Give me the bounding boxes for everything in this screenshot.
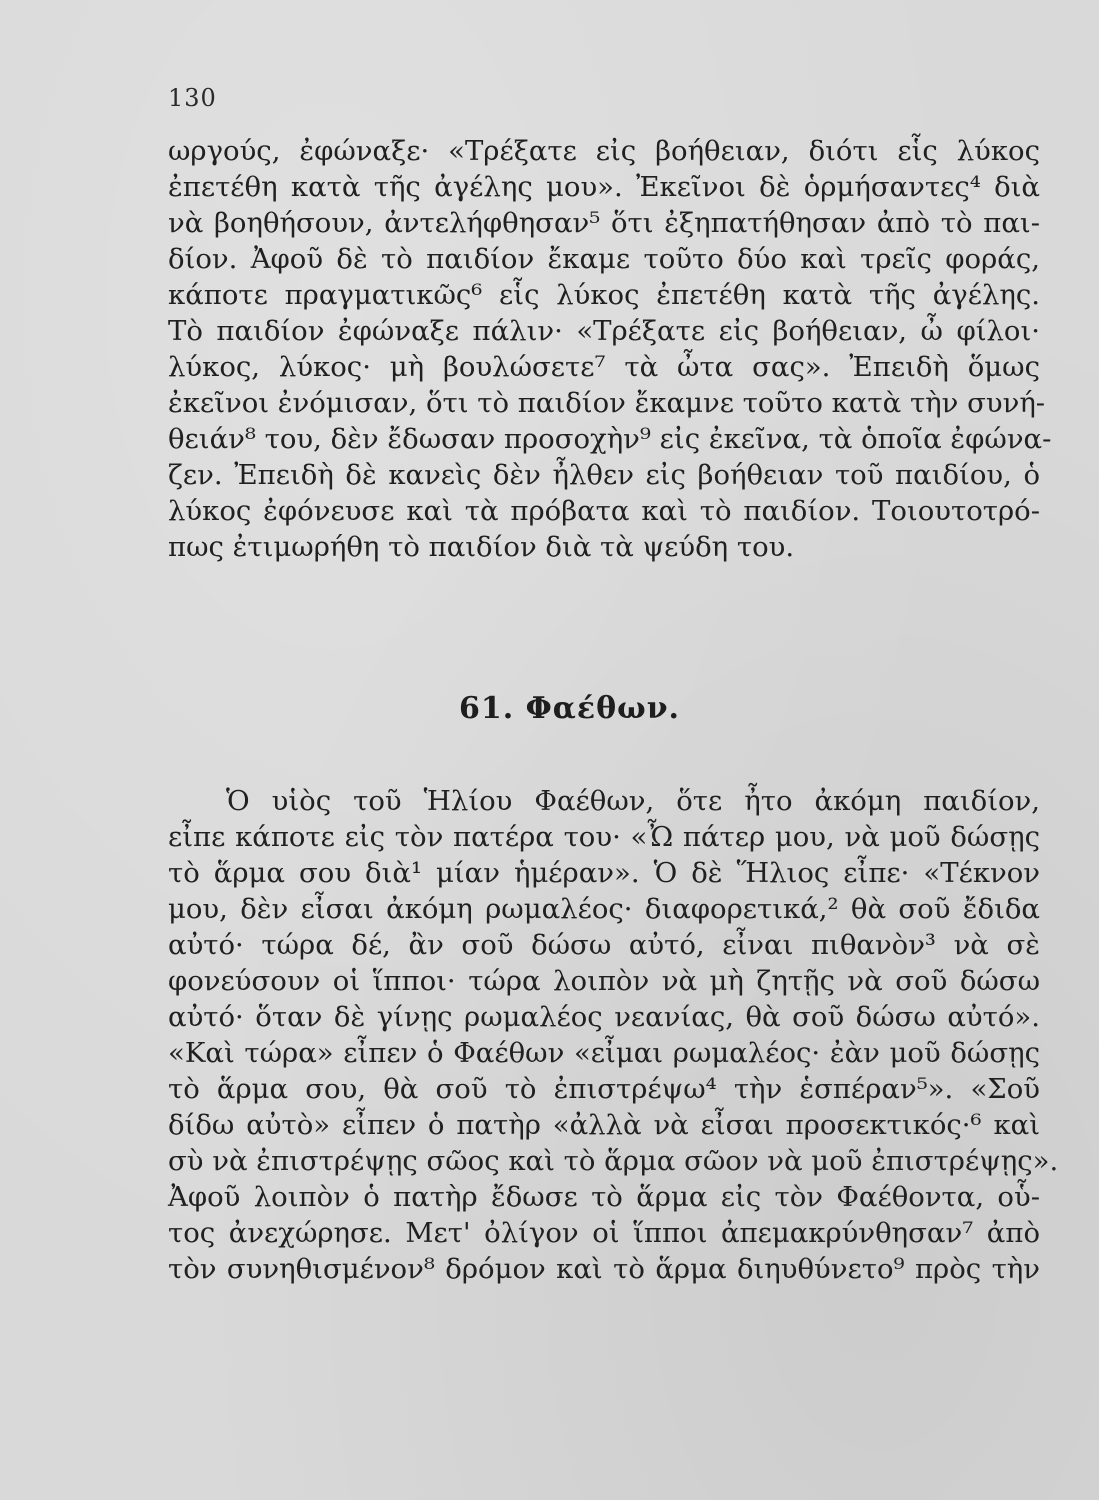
text-line: θειάν⁸ του, δὲν ἔδωσαν προσοχὴν⁹ εἰς ἐκεῖνα, τὰ ὁποῖα ἐφώνα- [168, 423, 1052, 455]
text-line: πως ἐτιμωρήθη τὸ παιδίον διὰ τὰ ψεύδη του. [168, 531, 795, 563]
text-line: δίον. Ἀφοῦ δὲ τὸ παιδίον ἔκαμε τοῦτο δύο καὶ τρεῖς φοράς, [168, 243, 1040, 275]
text-line: λύκος, λύκος· μὴ βουλώσετε⁷ τὰ ὦτα σας». Ἐπειδὴ ὅμως [168, 351, 1040, 383]
text-line: ἐπετέθη κατὰ τῆς ἀγέλης μου». Ἐκεῖνοι δὲ ὁρμήσαντες⁴ διὰ [168, 171, 1040, 203]
text-line: αὐτό· τώρα δέ, ἂν σοῦ δώσω αὐτό, εἶναι πιθανὸν³ νὰ σὲ [168, 929, 1040, 961]
text-line: τὸ ἅρμα σου, θὰ σοῦ τὸ ἐπιστρέψω⁴ τὴν ἑσπέραν⁵». «Σοῦ [168, 1073, 1040, 1105]
text-line: μου, δὲν εἶσαι ἀκόμη ρωμαλέος· διαφορετικά,² θὰ σοῦ ἔδιδα [168, 893, 1040, 925]
text-line: Ἀφοῦ λοιπὸν ὁ πατὴρ ἔδωσε τὸ ἅρμα εἰς τὸν Φαέθοντα, οὗ- [168, 1181, 1040, 1213]
text-line: φονεύσουν οἱ ἵπποι· τώρα λοιπὸν νὰ μὴ ζητῇς νὰ σοῦ δώσω [168, 965, 1040, 997]
page-number: 130 [168, 84, 217, 112]
text-line: λύκος ἐφόνευσε καὶ τὰ πρόβατα καὶ τὸ παιδίον. Τοιουτοτρό- [168, 495, 1040, 527]
text-line: τὸ ἅρμα σου διὰ¹ μίαν ἡμέραν». Ὁ δὲ Ἥλιος εἶπε· «Τέκνον [168, 857, 1040, 889]
text-line: ωργούς, ἐφώναξε· «Τρέξατε εἰς βοήθειαν, διότι εἷς λύκος [168, 135, 1040, 167]
text-line: αὐτό· ὅταν δὲ γίνῃς ρωμαλέος νεανίας, θὰ σοῦ δώσω αὐτό». [168, 1001, 1040, 1033]
text-line: Τὸ παιδίον ἐφώναξε πάλιν· «Τρέξατε εἰς βοήθειαν, ὦ φίλοι· [168, 315, 1040, 347]
text-line: σὺ νὰ ἐπιστρέψῃς σῶος καὶ τὸ ἅρμα σῶον νὰ μοῦ ἐπιστρέψῃς». [168, 1145, 1059, 1177]
text-line: τος ἀνεχώρησε. Μετ' ὀλίγον οἱ ἵπποι ἀπεμακρύνθησαν⁷ ἀπὸ [168, 1217, 1040, 1249]
text-line: ἐκεῖνοι ἐνόμισαν, ὅτι τὸ παιδίον ἔκαμνε τοῦτο κατὰ τὴν συνή- [168, 387, 1046, 419]
text-line: δίδω αὐτὸ» εἶπεν ὁ πατὴρ «ἀλλὰ νὰ εἶσαι προσεκτικός·⁶ καὶ [168, 1109, 1040, 1141]
text-line: Ὁ υἱὸς τοῦ Ἡλίου Φαέθων, ὅτε ἦτο ἀκόμη παιδίον, [226, 785, 1040, 817]
passage-phaethon [168, 783, 1059, 1287]
text-line: κάποτε πραγματικῶς⁶ εἷς λύκος ἐπετέθη κατὰ τῆς ἀγέλης. [168, 279, 1040, 311]
passage-continued [168, 133, 1052, 565]
text-line: ζεν. Ἐπειδὴ δὲ κανεὶς δὲν ἦλθεν εἰς βοήθειαν τοῦ παιδίου, ὁ [168, 459, 1040, 491]
text-line: νὰ βοηθήσουν, ἀντελήφθησαν⁵ ὅτι ἐξηπατήθησαν ἀπὸ τὸ παι- [168, 207, 1040, 239]
text-line: εἶπε κάποτε εἰς τὸν πατέρα του· «Ὦ πάτερ μου, νὰ μοῦ δώσῃς [168, 821, 1040, 853]
section-heading: 61. Φαέθων. [459, 691, 680, 726]
text-line: «Καὶ τώρα» εἶπεν ὁ Φαέθων «εἶμαι ρωμαλέος· ἐὰν μοῦ δώσῃς [168, 1037, 1040, 1069]
text-line: τὸν συνηθισμένον⁸ δρόμον καὶ τὸ ἅρμα διηυθύνετο⁹ πρὸς τὴν [168, 1253, 1040, 1285]
